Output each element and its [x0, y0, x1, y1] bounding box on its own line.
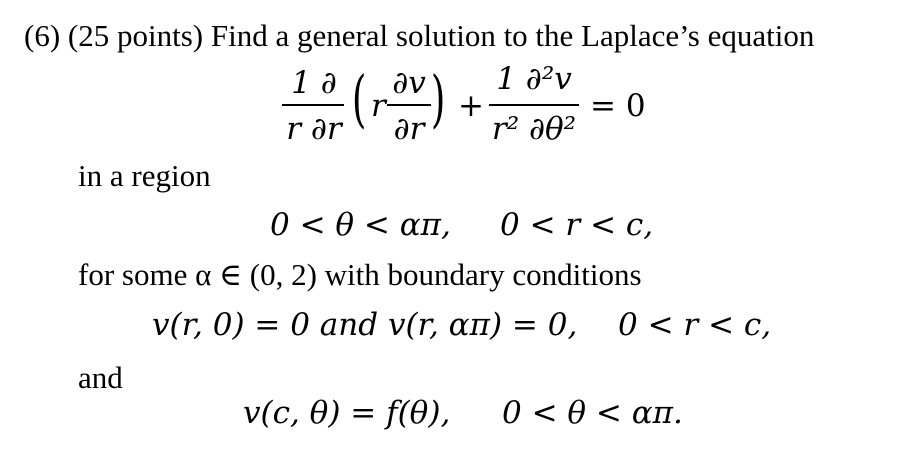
left-paren: ( — [351, 62, 367, 135]
frac2-numerator: ∂v — [392, 65, 426, 101]
frac2-denominator: ∂r — [393, 111, 425, 147]
boundary-condition-2-range: 0 < θ < απ. — [502, 395, 683, 431]
right-paren: ) — [430, 62, 446, 135]
frac1-numerator: 1 ∂ — [291, 65, 337, 101]
in-region-text: in a region — [78, 158, 211, 193]
equals-zero: = 0 — [590, 88, 646, 124]
frac2-bar — [387, 104, 431, 106]
problem-statement: Find a general solution to the Laplace’s equation — [210, 18, 815, 53]
frac3-denominator: r² ∂θ² — [491, 111, 577, 147]
plus-sign: + — [458, 88, 484, 124]
problem-points: (25 points) — [67, 18, 204, 53]
region-theta: 0 < θ < απ, — [270, 207, 451, 243]
frac1-bar — [282, 104, 344, 106]
problem-header — [24, 20, 814, 51]
inner-r: r — [371, 88, 386, 124]
problem-number: (6) — [24, 18, 61, 53]
frac3-bar — [489, 104, 579, 106]
region-r: 0 < r < c, — [500, 207, 654, 243]
boundary-condition-1: v(r, 0) = 0 and v(r, απ) = 0, — [152, 307, 578, 343]
and-text: and — [78, 360, 123, 395]
frac3-numerator: 1 ∂²v — [496, 61, 572, 97]
frac1-denominator: r ∂r — [286, 111, 342, 147]
boundary-condition-1-range: 0 < r < c, — [618, 307, 772, 343]
boundary-condition-2: v(c, θ) = f(θ), — [243, 395, 451, 431]
for-some-text: for some α ∈ (0, 2) with boundary conditions — [78, 257, 642, 292]
